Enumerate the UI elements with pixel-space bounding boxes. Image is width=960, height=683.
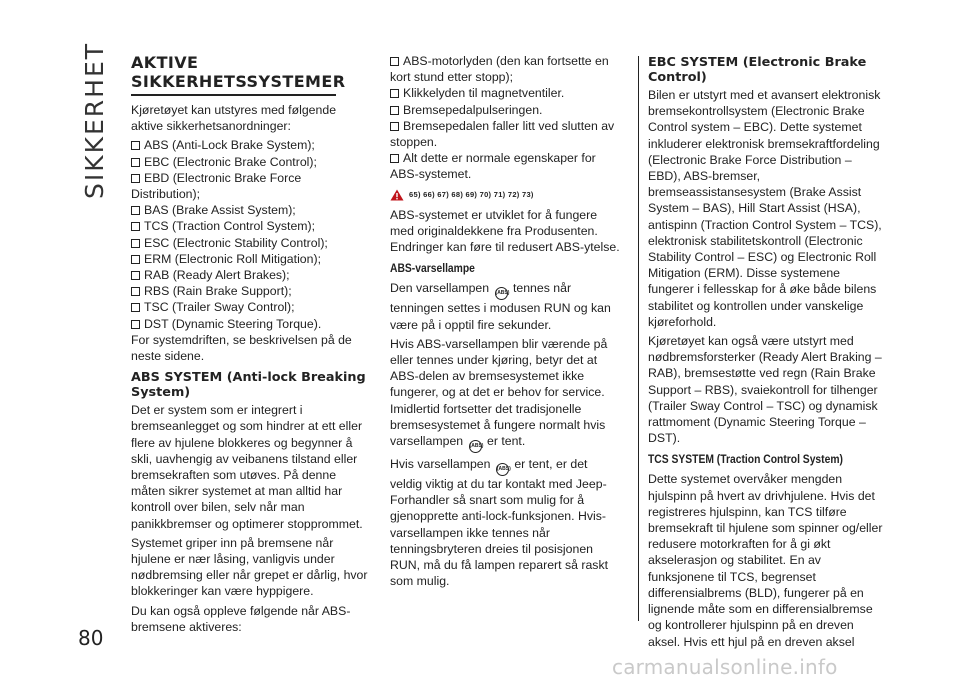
lamp-text: er tent. xyxy=(486,434,526,449)
outro-paragraph: For systemdriften, se beskrivelsen på de neste sidene. xyxy=(131,332,352,364)
checkbox-bullet-icon xyxy=(390,122,399,131)
list-item xyxy=(131,251,368,267)
checkbox-bullet-icon xyxy=(131,158,140,167)
page-title-line1: AKTIVE xyxy=(131,53,199,72)
checkbox-bullet-icon xyxy=(390,106,399,115)
checkbox-bullet-icon xyxy=(131,271,140,280)
lamp-text: Den varsellampen xyxy=(390,281,490,296)
lamp-text: er tent, er det veldig viktig at du tar kontakt med Jeep-Forhandler så snart som mulig for å gjenopprette anti-lock-funksjonen. Hvis-varsellampen ikke tennes når tenningsbryteren dreies til posisjonen RUN, må du få lampen reparert så raskt som mulig. xyxy=(390,457,609,589)
checkbox-bullet-icon xyxy=(390,154,399,163)
list-item-text: ESC (Electronic Stability Control); xyxy=(144,235,328,250)
column-divider xyxy=(638,56,639,621)
abs-warning-lamp-icon: (ABS) xyxy=(469,440,482,453)
lamp-text: Hvis ABS-varsellampen blir værende på eller tennes under kjøring, betyr det at ABS-delen av bremsesystemet ikke fungerer, og at det er behov for service. Imidlertid fortsetter det tradisjonelle bremsesystemet å fungere normalt hvis varsellampen xyxy=(390,336,608,449)
warning-triangle-icon xyxy=(390,189,404,201)
abs-lamp-title: ABS-varsellampe xyxy=(390,261,475,276)
lamp-text: Hvis varsellampen xyxy=(390,457,491,472)
checkbox-bullet-icon xyxy=(131,141,140,150)
list-item-text: BAS (Brake Assist System); xyxy=(144,203,296,218)
checkbox-bullet-icon xyxy=(390,57,399,66)
checkbox-bullet-icon xyxy=(390,89,399,98)
checkbox-bullet-icon xyxy=(131,287,140,296)
lamp-paragraph-3 xyxy=(390,456,620,589)
abs-effects-list xyxy=(390,53,620,183)
systems-list xyxy=(131,137,368,331)
list-item xyxy=(131,316,368,332)
list-item xyxy=(390,118,620,150)
abs-paragraph-2: Systemet griper inn på bremsene når hjulene er nær låsing, vanligvis under nødbremsing eller når grepet er dårlig, hvor blokkeringer kan være hyppigere. xyxy=(131,535,368,599)
page-title-line2: SIKKERHETSSYSTEMER xyxy=(131,72,346,91)
abs-paragraph-1: Det er system som er integrert i bremseanlegget og som hindrer at ett eller flere av hjulene blokkeres og begynner å skli, uavhengig av veibanens tilstand eller bremsekraften som utøves. På denne måten sikrer systemet at man alltid har kontroll over bilen, selv når man panikkbremser og optimerer stopprommet. xyxy=(131,403,363,531)
list-item-text: ABS-motorlyden (den kan fortsette en kort stund etter stopp); xyxy=(390,54,609,85)
tires-paragraph: ABS-systemet er utviklet for å fungere med originaldekkene fra Produsenten. Endringer kan føre til redusert ABS-ytelse. xyxy=(390,207,620,255)
tcs-paragraph-1: Dette systemet overvåker mengden hjulspinn på hvert av drivhjulene. Hvis det registreres hjulspinn, kan TCS tilføre bremsekraft til hjulene som spinner og/eller redusere motorkraften for å gi økt akselerasjon og stabilitet. En av funksjonene til TCS, begrenset differensialbrems (BLD), fungerer på en lignende måte som en differensialbremse og kontrollerer hjulspinn på en dreven aksel. Hvis ett hjul på en dreven aksel xyxy=(648,472,883,649)
section-tab xyxy=(78,41,112,199)
lamp-paragraph-1 xyxy=(390,280,620,332)
checkbox-bullet-icon xyxy=(131,303,140,312)
list-item-text: RBS (Rain Brake Support); xyxy=(144,284,292,299)
abs-warning-lamp-icon: (ABS) xyxy=(496,463,509,476)
list-item xyxy=(131,299,368,315)
watermark: carmanualsonline.info xyxy=(612,655,838,679)
column-2 xyxy=(390,53,620,592)
list-item xyxy=(131,218,368,234)
abs-paragraph-3: Du kan også oppleve følgende når ABS-bremsene aktiveres: xyxy=(131,603,351,634)
lamp-paragraph-2 xyxy=(390,336,620,453)
checkbox-bullet-icon xyxy=(131,239,140,248)
checkbox-bullet-icon xyxy=(131,206,140,215)
tcs-section-title: TCS SYSTEM (Traction Control System) xyxy=(648,452,843,467)
list-item xyxy=(131,267,368,283)
checkbox-bullet-icon xyxy=(131,255,140,264)
list-item xyxy=(390,53,620,85)
list-item-text: Bremsepedalen faller litt ved slutten av stoppen. xyxy=(390,118,615,150)
list-item xyxy=(131,154,368,170)
ebc-paragraph-1: Bilen er utstyrt med et avansert elektronisk bremsekontrollsystem (Electronic Brake Control system – EBC). Dette systemet inkluderer elektronisk bremsekraftfordeling (Electronic Brake Force Distribution – EBD), ABS-bremser, bremseassistansesystem (Brake Assist System – BAS), Hill Start Assist (HSA), antispinn (Traction Control System – TCS), elektronisk stabilitetskontroll (Electronic Stability Control – ESC) og Electronic Roll Mitigation (ERM). Disse systemene fungerer i fellesskap for å øke både bilens stabilitet og kontrollen under vanskelige kjøreforhold. xyxy=(648,88,882,329)
list-item-text: Bremsepedalpulseringen. xyxy=(403,102,543,117)
column-3 xyxy=(648,53,885,653)
list-item-text: EBC (Electronic Brake Control); xyxy=(144,154,317,169)
list-item-text: TCS (Traction Control System); xyxy=(144,219,316,234)
page-number: 80 xyxy=(78,626,104,650)
list-item-text: ABS (Anti-Lock Brake System); xyxy=(144,138,315,153)
intro-paragraph: Kjøretøyet kan utstyres med følgende aktive sikkerhetsanordninger: xyxy=(131,103,337,134)
list-item-text: ERM (Electronic Roll Mitigation); xyxy=(144,251,321,266)
list-item-text: Alt dette er normale egenskaper for ABS-systemet. xyxy=(390,151,596,182)
list-item xyxy=(390,85,620,101)
page-title xyxy=(131,53,346,96)
list-item xyxy=(390,150,620,182)
list-item xyxy=(131,137,368,153)
column-1 xyxy=(131,53,368,638)
warning-references xyxy=(390,187,620,203)
lamp-text: tennes når tenningen settes i modusen RUN og kan være på i opptil fire sekunder. xyxy=(390,281,611,332)
checkbox-bullet-icon xyxy=(131,222,140,231)
list-item xyxy=(131,283,368,299)
list-item xyxy=(390,102,620,118)
list-item-text: Klikkelyden til magnetventiler. xyxy=(403,86,565,101)
list-item-text: RAB (Ready Alert Brakes); xyxy=(144,268,290,283)
list-item-text: EBD (Electronic Brake Force Distribution); xyxy=(131,170,302,202)
list-item-text: DST (Dynamic Steering Torque). xyxy=(144,316,322,331)
reference-numbers: 65) 66) 67) 68) 69) 70) 71) 72) 73) xyxy=(409,189,534,199)
checkbox-bullet-icon xyxy=(131,174,140,183)
ebc-paragraph-2: Kjøretøyet kan også være utstyrt med nødbremsforsterker (Ready Alert Braking – RAB), bremsestøtte ved regn (Rain Brake Support – RBS), svaiekontroll for tilhenger (Trailer Sway Control – TSC) og dynamisk rattmoment (Dynamic Steering Torque – DST). xyxy=(648,334,882,446)
list-item-text: TSC (Trailer Sway Control); xyxy=(144,300,295,315)
section-tab-label: SIKKERHET xyxy=(80,41,110,199)
list-item xyxy=(131,235,368,251)
checkbox-bullet-icon xyxy=(131,320,140,329)
abs-section-title: ABS SYSTEM (Anti-lock Breaking System) xyxy=(131,370,366,401)
ebc-section-title: EBC SYSTEM (Electronic Brake Control) xyxy=(648,55,867,85)
list-item xyxy=(131,202,368,218)
abs-warning-lamp-icon: (ABS) xyxy=(495,287,508,300)
list-item xyxy=(131,170,368,202)
